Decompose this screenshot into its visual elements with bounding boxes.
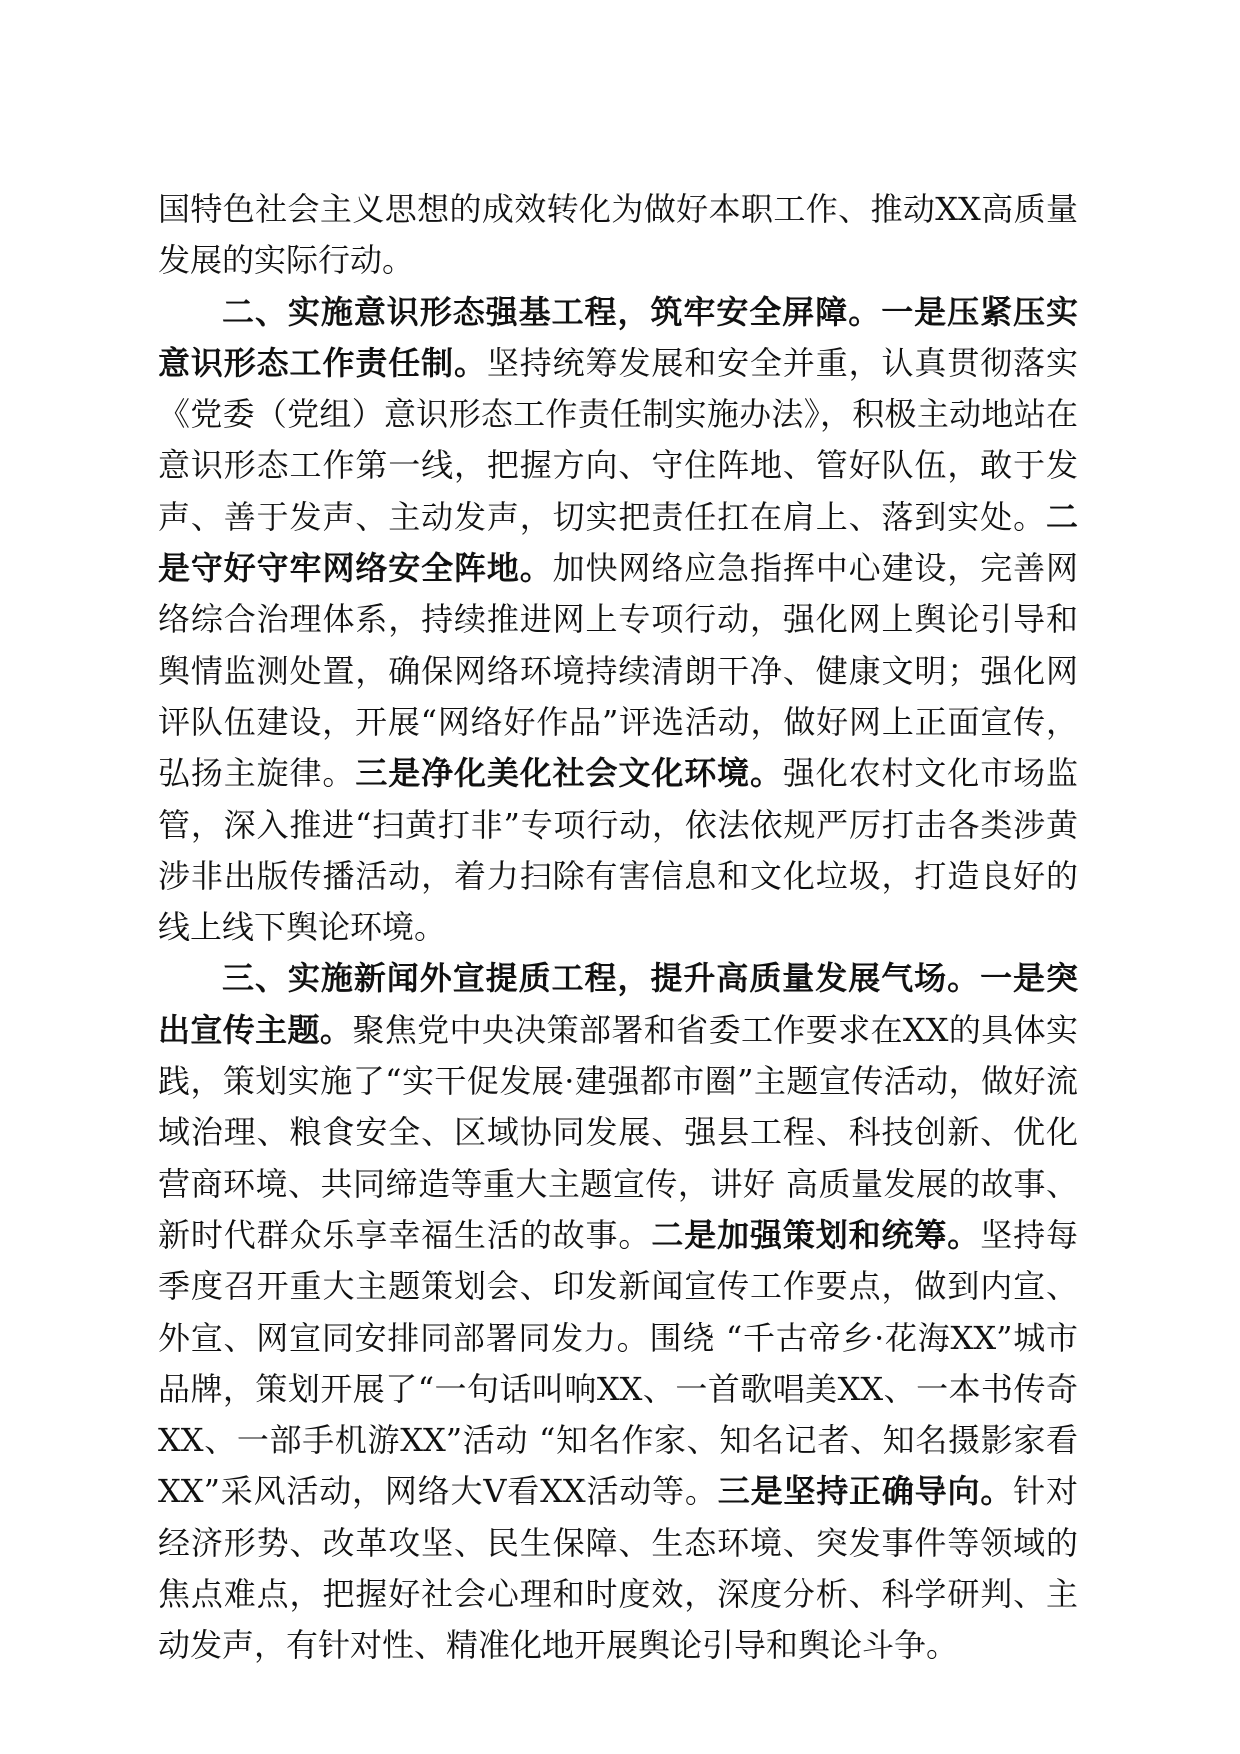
section-2-heading: 二、实施意识形态强基工程，筑牢安全屏障。一是压紧压实意识形态工作责任制。 — [158, 292, 1078, 382]
section-2-text-1: 坚持统筹发展和安全并重，认真贯彻落实《党委（党组）意识形态工作责任制实施办法》，积极主动地站在意识形态工作第一线，把握方向、守住阵地、管好队伍，敢于发声、善于发声、主动发声，切实把责任扛在肩上、落到实处。 — [158, 343, 1078, 536]
section-3-text-2: 坚持每季度召开重大主题策划会、印发新闻宣传工作要点，做到内宣、外宣、网宣同安排同部署同发力。围绕 “千古帝乡·花海XX”城市品牌，策划开展了“一句话叫响XX、一首歌唱美XX、一本书传奇XX、一部手机游XX”活动 “知名作家、知名记者、知名摄影家看XX”采风活动，网络大V看XX活动等。 — [158, 1215, 1078, 1511]
section-2-point-2-heading: 二是守好守牢网络安全阵地。 — [158, 497, 1078, 588]
section-3-point-2-heading: 二是加强策划和统筹。 — [651, 1215, 981, 1254]
section-2-text-3: 强化农村文化市场监管，深入推进“扫黄打非”专项行动，依法依规严厉打击各类涉黄涉非出版传播活动，着力扫除有害信息和文化垃圾，打造良好的线上线下舆论环境。 — [158, 754, 1078, 947]
section-3-point-3-heading: 三是坚持正确导向。 — [717, 1472, 1014, 1511]
section-3-text-3: 针对经济形势、改革攻坚、民生保障、生态环境、突发事件等领域的焦点难点，把握好社会心理和时度效，深度分析、科学研判、主动发声，有针对性、精准化地开展舆论引导和舆论斗争。 — [158, 1472, 1078, 1665]
section-2-point-3-heading: 三是净化美化社会文化环境。 — [355, 754, 783, 793]
section-2-text-2: 加快网络应急指挥中心建设，完善网络综合治理体系，持续推进网上专项行动，强化网上舆论引导和舆情监测处置，确保网络环境持续清朗干净、健康文明；强化网评队伍建设，开展“网络好作品”评选活动，做好网上正面宣传，弘扬主旋律。 — [158, 549, 1078, 793]
paragraph-1-text: 国特色社会主义思想的成效转化为做好本职工作、推动XX高质量发展的实际行动。 — [158, 190, 1078, 280]
document-body — [158, 184, 1078, 1672]
paragraph-2 — [158, 287, 1078, 954]
section-3-heading: 三、实施新闻外宣提质工程，提升高质量发展气场。一是突出宣传主题。 — [158, 959, 1078, 1049]
section-3-text-1: 聚焦党中央决策部署和省委工作要求在XX的具体实践，策划实施了“实干促发展·建强都市圈”主题宣传活动，做好流域治理、粮食安全、区域协同发展、强县工程、科技创新、优化营商环境、共同缔造等重大主题宣传，讲好 高质量发展的故事、新时代群众乐享幸福生活的故事。 — [158, 1010, 1078, 1254]
paragraph-3 — [158, 953, 1078, 1671]
paragraph-1 — [158, 184, 1078, 287]
